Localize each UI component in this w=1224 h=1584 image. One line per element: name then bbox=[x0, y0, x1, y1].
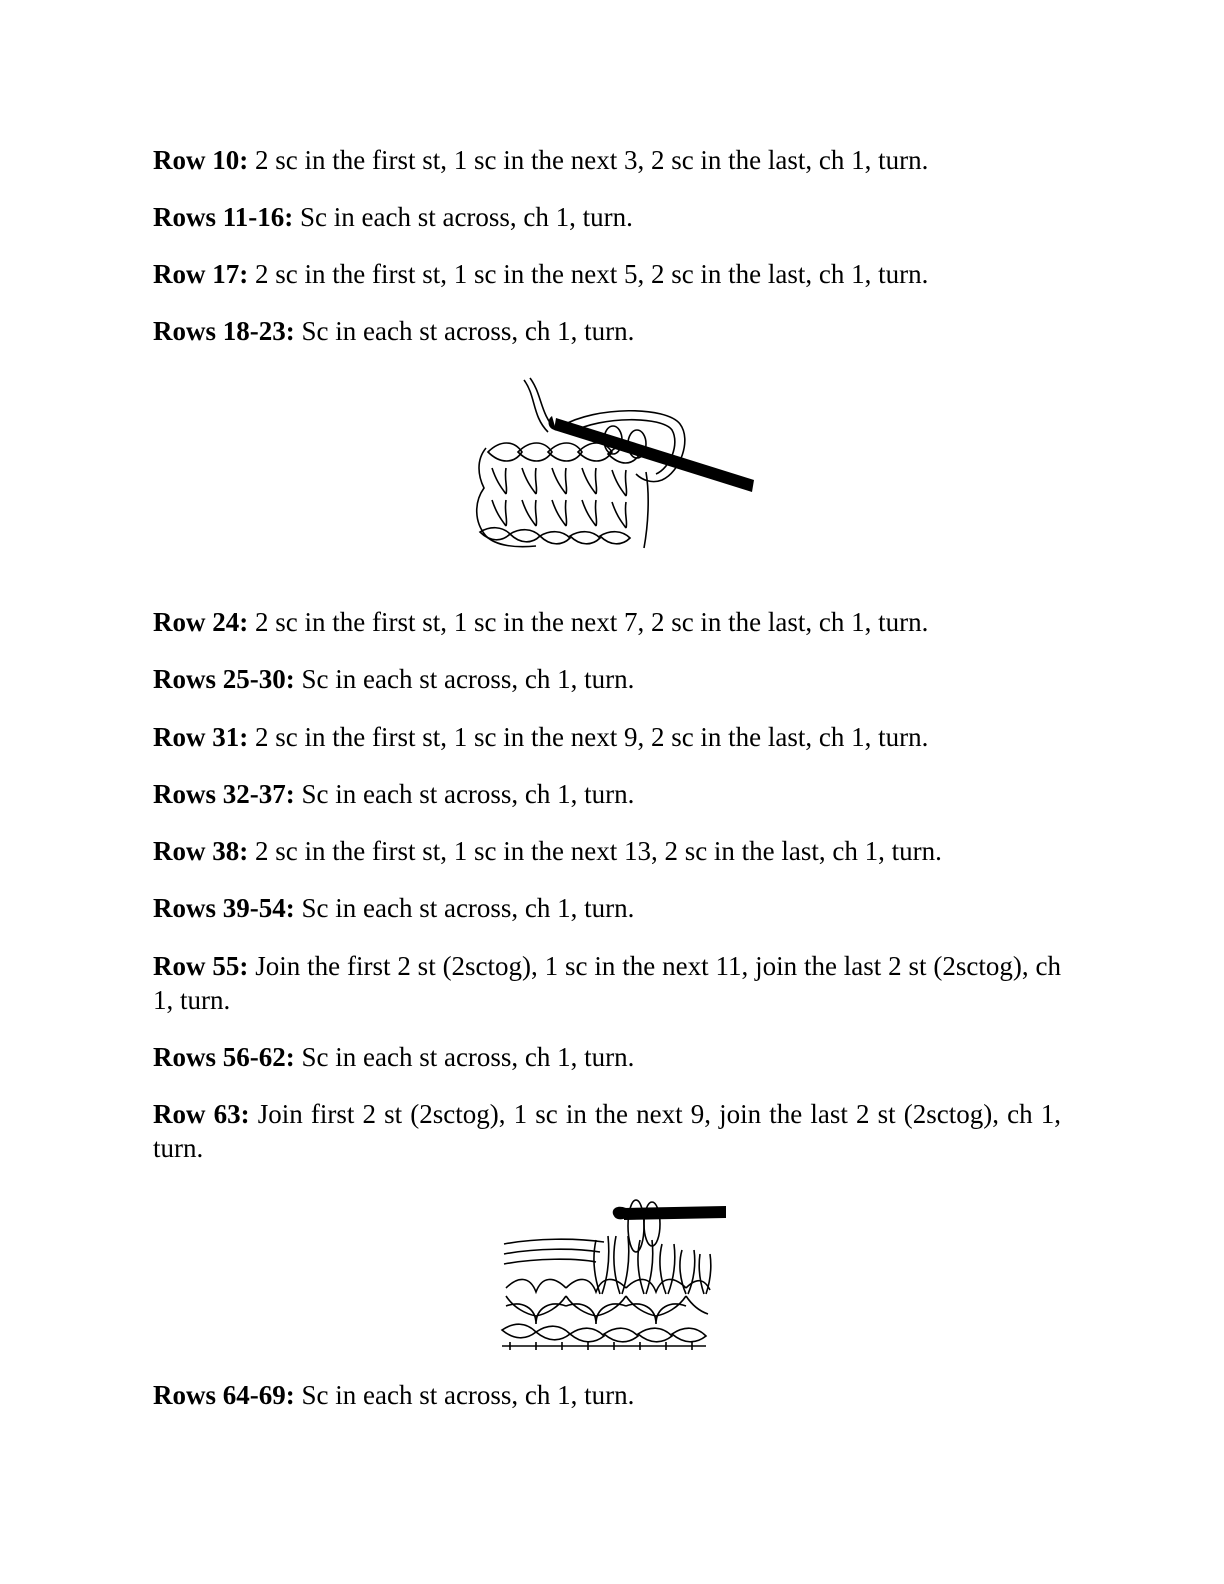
row-text: Sc in each st across, ch 1, turn. bbox=[294, 779, 635, 809]
row-instruction bbox=[153, 1097, 1061, 1165]
row-instruction bbox=[153, 891, 1061, 925]
row-instruction bbox=[153, 257, 1061, 291]
row-text: Sc in each st across, ch 1, turn. bbox=[294, 1380, 635, 1410]
row-instruction bbox=[153, 949, 1061, 1017]
row-label: Row 17: bbox=[153, 259, 249, 289]
row-text: Join the first 2 st (2sctog), 1 sc in the next 11, join the last 2 st (2sctog), ch 1, turn. bbox=[153, 951, 1061, 1015]
crochet-single-crochet-illustration bbox=[466, 376, 758, 554]
row-label: Rows 56-62: bbox=[153, 1042, 295, 1072]
row-label: Rows 18-23: bbox=[153, 316, 295, 346]
row-label: Rows 39-54: bbox=[153, 893, 295, 923]
row-label: Row 55: bbox=[153, 951, 249, 981]
row-instruction bbox=[153, 1040, 1061, 1074]
row-instruction bbox=[153, 834, 1061, 868]
row-text: 2 sc in the first st, 1 sc in the next 3, 2 sc in the last, ch 1, turn. bbox=[248, 145, 929, 175]
crochet-decrease-illustration bbox=[496, 1196, 730, 1352]
row-text: 2 sc in the first st, 1 sc in the next 9, 2 sc in the last, ch 1, turn. bbox=[248, 722, 929, 752]
row-text: 2 sc in the first st, 1 sc in the next 13, 2 sc in the last, ch 1, turn. bbox=[248, 836, 942, 866]
row-instruction bbox=[153, 143, 1061, 177]
row-text: Sc in each st across, ch 1, turn. bbox=[294, 1042, 635, 1072]
row-instruction bbox=[153, 314, 1061, 348]
row-text: 2 sc in the first st, 1 sc in the next 5, 2 sc in the last, ch 1, turn. bbox=[248, 259, 929, 289]
row-instruction bbox=[153, 605, 1061, 639]
row-label: Row 63: bbox=[153, 1099, 250, 1129]
row-text: Sc in each st across, ch 1, turn. bbox=[294, 664, 635, 694]
row-text: 2 sc in the first st, 1 sc in the next 7, 2 sc in the last, ch 1, turn. bbox=[248, 607, 929, 637]
row-instruction bbox=[153, 720, 1061, 754]
row-label: Row 31: bbox=[153, 722, 249, 752]
row-instruction bbox=[153, 200, 1061, 234]
row-label: Rows 11-16: bbox=[153, 202, 294, 232]
row-text: Sc in each st across, ch 1, turn. bbox=[294, 893, 635, 923]
row-text: Sc in each st across, ch 1, turn. bbox=[294, 316, 635, 346]
crochet-hook-icon bbox=[466, 376, 758, 554]
row-label: Row 24: bbox=[153, 607, 249, 637]
row-text: Join first 2 st (2sctog), 1 sc in the next 9, join the last 2 st (2sctog), ch 1, turn. bbox=[153, 1099, 1061, 1163]
row-label: Rows 25-30: bbox=[153, 664, 295, 694]
row-label: Row 38: bbox=[153, 836, 249, 866]
row-label: Row 10: bbox=[153, 145, 249, 175]
crochet-hook-icon bbox=[496, 1196, 730, 1352]
row-instruction bbox=[153, 1378, 1061, 1412]
row-instruction bbox=[153, 777, 1061, 811]
row-instruction bbox=[153, 662, 1061, 696]
row-text: Sc in each st across, ch 1, turn. bbox=[293, 202, 633, 232]
row-label: Rows 64-69: bbox=[153, 1380, 295, 1410]
row-label: Rows 32-37: bbox=[153, 779, 295, 809]
